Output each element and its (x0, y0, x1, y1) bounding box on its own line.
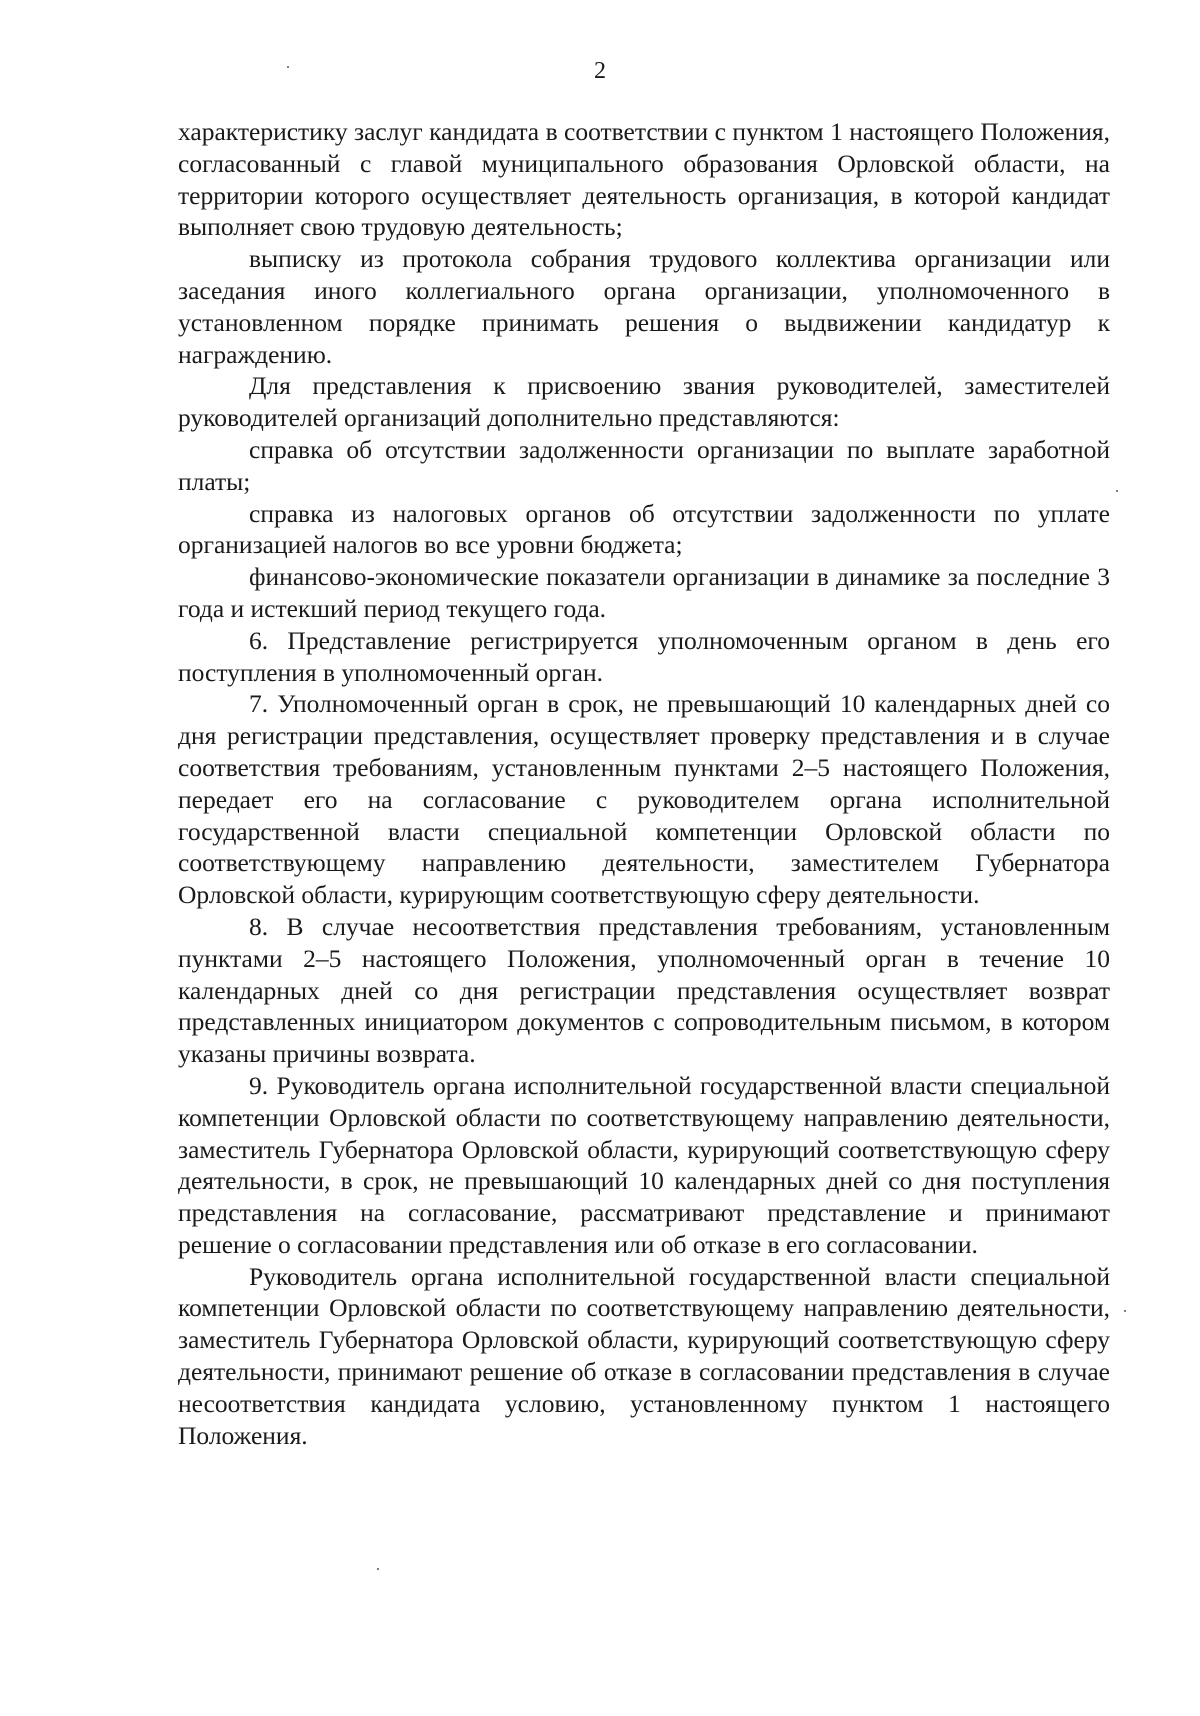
paragraph: справка из налоговых органов об отсутствии задолженности по уплате организацией налогов во все уровни бюджета; (178, 498, 1110, 560)
page-number: 2 (594, 58, 606, 84)
paragraph: финансово-экономические показатели организации в динамике за последние 3 года и истекший период текущего года. (178, 562, 1110, 623)
paragraph: справка об отсутствии задолженности организации по выплате заработной платы; (178, 434, 1110, 496)
paragraph: выписку из протокола собрания трудового коллектива организации или заседания иного коллегиального органа организации, уполномоченного в установленном порядке принимать решения о выдвижении кандидатур к награждению. (178, 244, 1110, 369)
scan-speck (287, 66, 289, 68)
paragraph: Для представления к присвоению звания руководителей, заместителей руководителей организаций дополнительно представляются: (178, 371, 1110, 433)
paragraph-item-8: 8. В случае несоответствия представления требованиям, установленным пунктами 2–5 настоящего Положения, уполномоченный орган в течение 10 календарных дней со дня регистрации представления осуществляет возврат представленных инициатором документов с сопроводительным письмом, в котором указаны причины возврата. (178, 911, 1110, 1069)
paragraph-item-7: 7. Уполномоченный орган в срок, не превышающий 10 календарных дней со дня регистрации представления, осуществляет проверку представления и в случае соответствия требованиям, установленным пунктами 2–5 настоящего Положения, передает его на согласование с руководителем органа исполнительной государственной власти специальной компетенции Орловской области по соответствующему направлению деятельности, заместителем Губернатора Орловской области, курирующим соответствующую сферу деятельности. (178, 689, 1110, 910)
paragraph: Руководитель органа исполнительной государственной власти специальной компетенции Орловской области по соответствующему направлению деятельности, заместитель Губернатора Орловской области, курирующий соответствующую сферу деятельности, принимают решение об отказе в согласовании представления в случае несоответствия кандидата условию, установленному пунктом 1 настоящего Положения. (178, 1261, 1110, 1450)
document-body (178, 116, 1110, 1451)
paragraph-item-6: 6. Представление регистрируется уполномоченным органом в день его поступления в уполномоченный орган. (178, 625, 1110, 687)
paragraph-item-9: 9. Руководитель органа исполнительной государственной власти специальной компетенции Орловской области по соответствующему направлению деятельности, заместитель Губернатора Орловской области, курирующий соответствующую сферу деятельности, в срок, не превышающий 10 календарных дней со дня поступления представления на согласование, рассматривают представление и принимают решение о согласовании представления или об отказе в его согласовании. (178, 1070, 1110, 1259)
scan-speck (377, 1568, 379, 1570)
scan-speck (1116, 490, 1118, 492)
paragraph: характеристику заслуг кандидата в соответствии с пунктом 1 настоящего Положения, согласованный с главой муниципального образования Орловской области, на территории которого осуществляет деятельность организация, в которой кандидат выполняет свою трудовую деятельность; (178, 117, 1110, 242)
scan-speck (1124, 1310, 1126, 1312)
